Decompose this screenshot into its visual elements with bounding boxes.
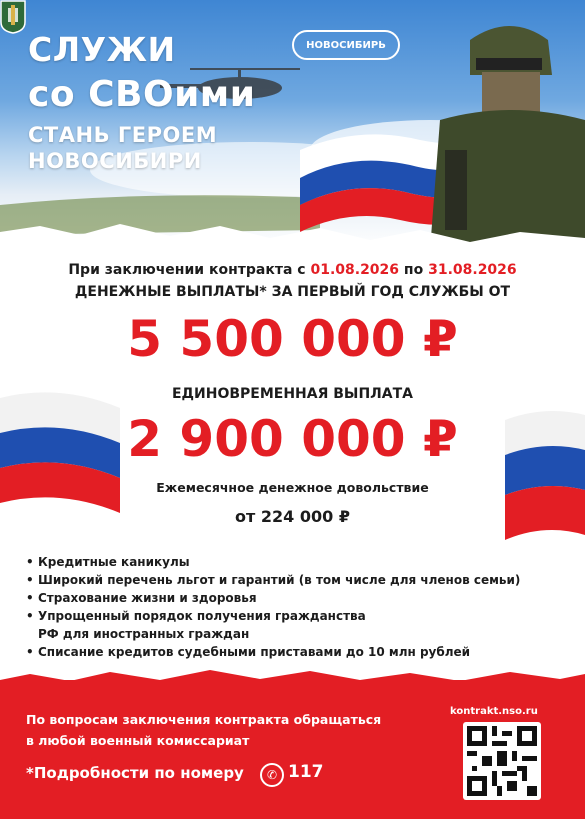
benefit-item: • Широкий перечень льгот и гарантий (в том числе для членов семьи) <box>26 571 520 589</box>
monthly-amount: от 224 000 ₽ <box>235 507 350 526</box>
payments-line: ДЕНЕЖНЫЕ ВЫПЛАТЫ* ЗА ПЕРВЫЙ ГОД СЛУЖБЫ ОТ <box>74 284 511 300</box>
benefit-item: • Страхование жизни и здоровья <box>26 589 520 607</box>
contract-period-line <box>0 262 585 278</box>
title-line-2: со СВОими <box>28 74 256 115</box>
monthly-label: Ежемесячное денежное довольствие <box>156 480 429 495</box>
benefit-item: • Кредитные каникулы <box>26 553 520 571</box>
coat-of-arms-icon <box>0 0 26 34</box>
benefits-list <box>26 553 520 661</box>
lump-sum-label: ЕДИНОВРЕМЕННАЯ ВЫПЛАТА <box>171 386 414 402</box>
contract-mid: по <box>399 262 429 278</box>
title-line-1: СЛУЖИ <box>28 30 176 69</box>
total-amount: 5 500 000 ₽ <box>127 310 458 368</box>
benefit-item-continuation: РФ для иностранных граждан <box>38 627 250 641</box>
footer-torn-edge <box>0 664 585 684</box>
details-label: *Подробности по номеру <box>26 764 244 782</box>
city-logo: НОВОСИБИРЬ <box>292 30 400 60</box>
lump-sum-amount: 2 900 000 ₽ <box>127 410 458 468</box>
subtitle-line-2: НОВОСИБИРИ <box>28 149 202 173</box>
hero-banner <box>0 0 585 250</box>
date-from: 01.08.2026 <box>310 262 400 278</box>
phone-number[interactable]: 117 <box>288 762 324 782</box>
benefit-item: • Списание кредитов судебными приставами до 10 млн рублей <box>26 643 520 661</box>
qr-code-icon[interactable] <box>463 722 541 800</box>
qr-code-pattern <box>467 726 537 796</box>
subtitle-line-1: СТАНЬ ГЕРОЕМ <box>28 123 218 147</box>
benefit-item: • Упрощенный порядок получения гражданства <box>26 607 520 625</box>
footer <box>0 680 585 819</box>
date-to: 31.08.2026 <box>428 262 517 278</box>
contract-prefix: При заключении контракта с <box>68 262 311 278</box>
contact-line-2: в любой военный комиссариат <box>26 733 250 748</box>
soldier-silhouette <box>430 26 585 250</box>
phone-icon: ✆ <box>260 763 284 787</box>
contact-line-1: По вопросам заключения контракта обращаться <box>26 712 382 727</box>
website-link[interactable]: kontrakt.nso.ru <box>450 706 538 717</box>
